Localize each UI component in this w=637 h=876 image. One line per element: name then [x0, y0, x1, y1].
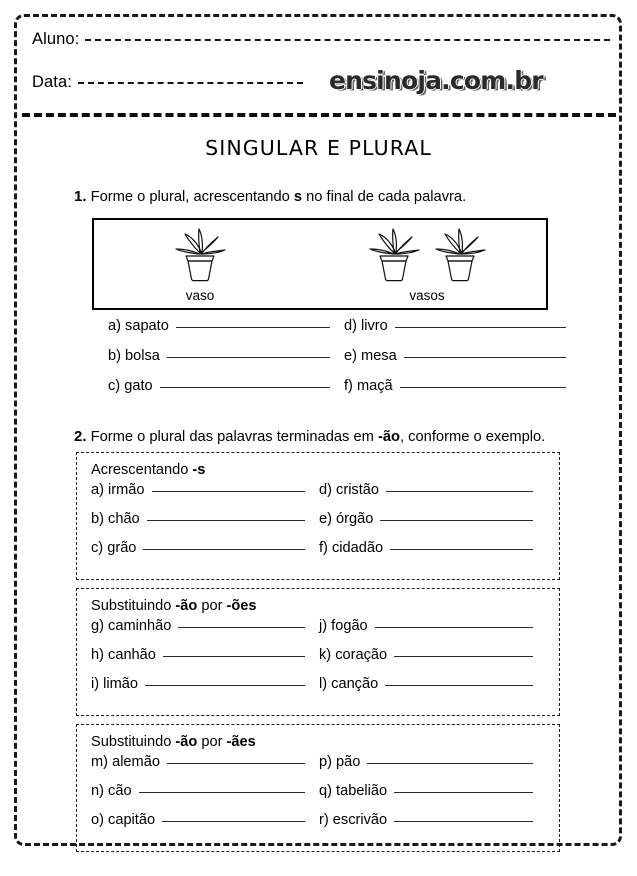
answer-blank[interactable]: [167, 763, 305, 764]
list-item: [91, 511, 315, 540]
answer-blank[interactable]: [386, 491, 533, 492]
item-label: c) gato: [108, 378, 153, 394]
group-3-title-bold1: -ão: [175, 734, 198, 750]
item-label: c) grão: [91, 540, 137, 556]
header-divider: [22, 113, 616, 117]
exercise-1-number: 1.: [74, 188, 87, 205]
answer-blank[interactable]: [162, 821, 305, 822]
worksheet-header: [32, 30, 610, 104]
item-label: a) irmão: [91, 482, 145, 498]
plural-plants-row: [366, 223, 488, 290]
list-item: [91, 812, 315, 841]
answer-blank[interactable]: [394, 656, 533, 657]
answer-blank[interactable]: [176, 327, 330, 328]
list-item: [319, 676, 543, 705]
list-item: [91, 540, 315, 569]
list-item: [91, 676, 315, 705]
item-label: k) coração: [319, 647, 388, 663]
example-illustration-box: [92, 218, 548, 310]
potted-plant-icon: [366, 223, 422, 290]
item-label: n) cão: [91, 783, 132, 799]
singular-plants-row: [172, 223, 228, 290]
item-label: i) limão: [91, 676, 139, 692]
item-label: h) canhão: [91, 647, 156, 663]
item-label: l) canção: [319, 676, 379, 692]
site-logo: ensinoja.com.br: [328, 66, 543, 95]
item-label: b) chão: [91, 511, 140, 527]
answer-blank[interactable]: [152, 491, 305, 492]
answer-blank[interactable]: [404, 357, 566, 358]
list-item: [108, 378, 340, 408]
answer-blank[interactable]: [139, 792, 305, 793]
answer-blank[interactable]: [385, 685, 533, 686]
exercise-2-prompt-highlight: -ão: [377, 429, 400, 445]
group-2-title: [91, 598, 545, 614]
illustration-plural-group: [366, 223, 488, 304]
group-2-title-bold1: -ão: [175, 598, 198, 614]
group-2-title-bold2: -ões: [226, 598, 257, 614]
item-label: d) livro: [344, 318, 388, 334]
item-label: b) bolsa: [108, 348, 160, 364]
group-1-items: [91, 482, 545, 569]
answer-blank[interactable]: [380, 520, 533, 521]
list-item: [91, 482, 315, 511]
exercise-2-group-3: [76, 724, 560, 852]
group-2-items: [91, 618, 545, 705]
group-3-title-middle: por: [197, 734, 227, 750]
exercise-2-group-1: [76, 452, 560, 580]
group-2-title-middle: por: [197, 598, 227, 614]
list-item: [91, 647, 315, 676]
exercise-2: [74, 428, 574, 447]
list-item: [344, 378, 576, 408]
exercise-1-items: [108, 318, 576, 408]
answer-blank[interactable]: [167, 357, 330, 358]
page-title: SINGULAR E PLURAL: [205, 136, 432, 160]
date-field-row: [32, 64, 610, 104]
list-item: [91, 754, 315, 783]
item-label: r) escrivão: [319, 812, 388, 828]
exercise-1-prompt-part2: no final de cada palavra.: [302, 189, 467, 205]
answer-blank[interactable]: [147, 520, 305, 521]
student-name-label: Aluno:: [32, 30, 80, 48]
date-label: Data:: [32, 73, 72, 91]
list-item: [319, 783, 543, 812]
list-item: [91, 783, 315, 812]
item-label: f) maçã: [344, 378, 393, 394]
exercise-2-number: 2.: [74, 428, 87, 445]
list-item: [319, 618, 543, 647]
answer-blank[interactable]: [395, 327, 566, 328]
item-label: d) cristão: [319, 482, 380, 498]
student-name-blank[interactable]: [85, 39, 610, 41]
group-1-title-bold1: -s: [192, 462, 206, 478]
answer-blank[interactable]: [394, 821, 533, 822]
item-label: e) mesa: [344, 348, 397, 364]
group-3-title-bold2: -ães: [226, 734, 256, 750]
list-item: [319, 511, 543, 540]
group-3-items: [91, 754, 545, 841]
answer-blank[interactable]: [145, 685, 305, 686]
list-item: [108, 348, 340, 378]
answer-blank[interactable]: [143, 549, 305, 550]
exercise-2-prompt-part1: Forme o plural das palavras terminadas em: [86, 429, 378, 445]
list-item: [319, 647, 543, 676]
group-1-title: [91, 462, 545, 478]
exercise-2-prompt: [74, 428, 574, 447]
exercise-2-group-2: [76, 588, 560, 716]
answer-blank[interactable]: [400, 387, 566, 388]
singular-caption: vaso: [185, 288, 215, 304]
item-label: p) pão: [319, 754, 361, 770]
potted-plant-icon: [172, 223, 228, 290]
answer-blank[interactable]: [394, 792, 533, 793]
item-label: e) órgão: [319, 511, 374, 527]
exercise-2-prompt-part2: , conforme o exemplo.: [399, 429, 546, 445]
list-item: [344, 348, 576, 378]
exercise-1-prompt-part1: Forme o plural, acrescentando: [86, 189, 294, 205]
list-item: [108, 318, 340, 348]
list-item: [319, 754, 543, 783]
group-3-title: [91, 734, 545, 750]
group-1-title-part1: Acrescentando: [91, 462, 193, 478]
item-label: q) tabelião: [319, 783, 388, 799]
list-item: [319, 482, 543, 511]
group-3-title-part1: Substituindo: [91, 734, 176, 750]
answer-blank[interactable]: [163, 656, 305, 657]
answer-blank[interactable]: [367, 763, 533, 764]
exercise-1-prompt-highlight: s: [293, 189, 303, 205]
illustration-singular-group: [172, 223, 228, 304]
answer-blank[interactable]: [178, 627, 305, 628]
group-2-title-part1: Substituindo: [91, 598, 176, 614]
list-item: [319, 812, 543, 841]
list-item: [319, 540, 543, 569]
student-name-field-row: [32, 30, 610, 64]
answer-blank[interactable]: [390, 549, 533, 550]
item-label: o) capitão: [91, 812, 156, 828]
date-blank[interactable]: [78, 82, 303, 84]
answer-blank[interactable]: [375, 627, 533, 628]
item-label: m) alemão: [91, 754, 160, 770]
item-label: g) caminhão: [91, 618, 172, 634]
plural-caption: vasos: [409, 288, 445, 304]
item-label: a) sapato: [108, 318, 169, 334]
list-item: [91, 618, 315, 647]
exercise-1: [74, 188, 574, 207]
item-label: f) cidadão: [319, 540, 384, 556]
exercise-1-prompt: [74, 188, 574, 207]
answer-blank[interactable]: [160, 387, 330, 388]
potted-plant-icon: [432, 223, 488, 290]
list-item: [344, 318, 576, 348]
item-label: j) fogão: [319, 618, 368, 634]
